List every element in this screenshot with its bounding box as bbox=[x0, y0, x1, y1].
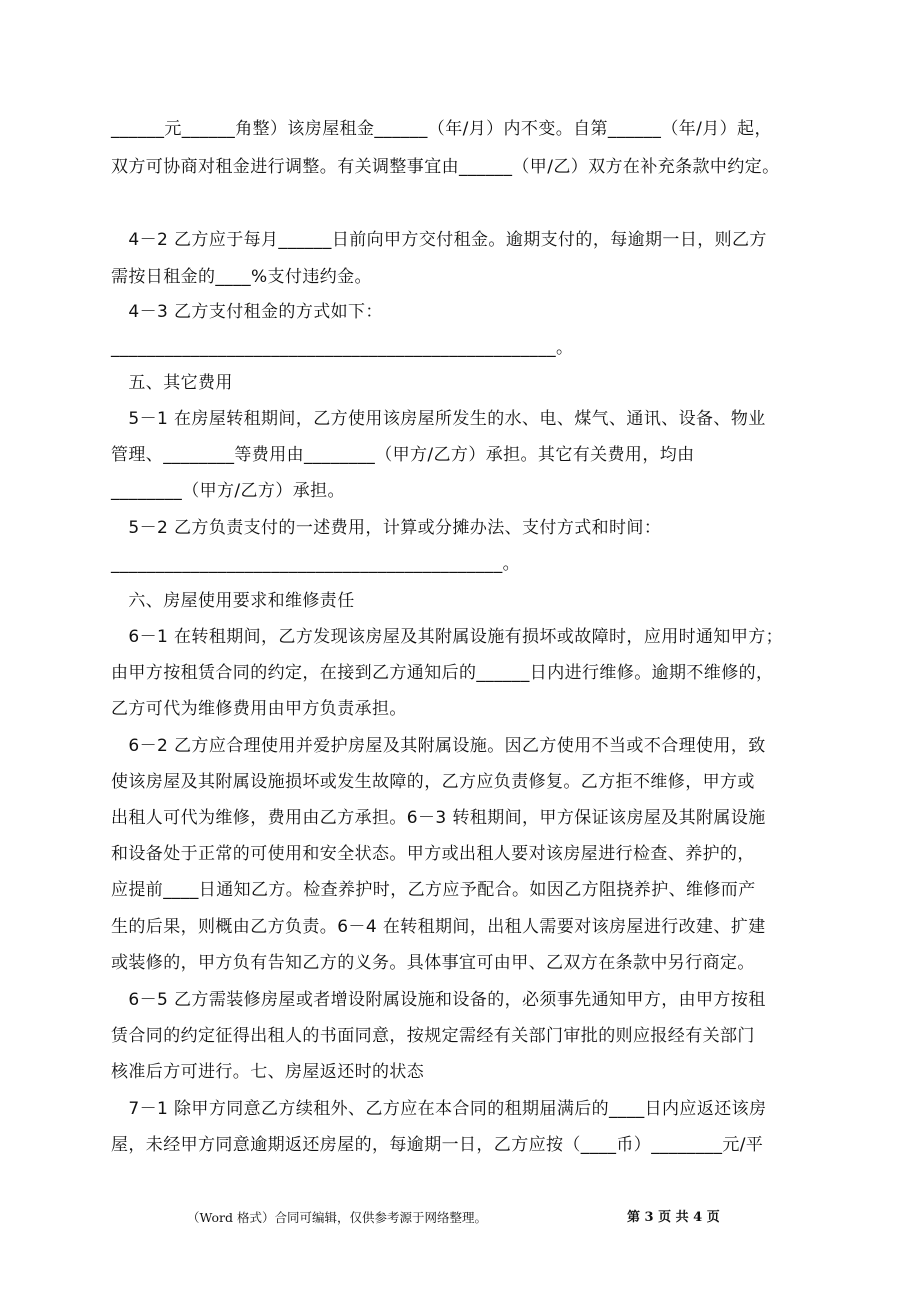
text-line: 出租人可代为维修，费用由乙方承担。6－3 转租期间，甲方保证该房屋及其附属设施 bbox=[111, 808, 766, 828]
text-line: ______元______角整）该房屋租金______（年/月）内不变。自第______（年/月）起， bbox=[111, 119, 772, 139]
text-line: __________________________________________________。 bbox=[111, 338, 574, 358]
text-line: 7－1 除甲方同意乙方续租外、乙方应在本合同的租期届满后的____日内应返还该房 bbox=[111, 1099, 767, 1119]
text-line: 6－2 乙方应合理使用并爱护房屋及其附属设施。因乙方使用不当或不合理使用，致 bbox=[111, 736, 766, 756]
text-line: 4－3 乙方支付租金的方式如下： bbox=[111, 302, 383, 322]
text-line: 管理、________等费用由________（甲方/乙方）承担。其它有关费用，均由 bbox=[111, 445, 695, 465]
footer-note: （Word 格式）合同可编辑，仅供参考源于网络整理。 bbox=[187, 1210, 487, 1225]
text-line: 屋，未经甲方同意逾期返还房屋的，每逾期一日，乙方应按（____币）________元/平 bbox=[111, 1135, 764, 1155]
text-line: 赁合同的约定征得出租人的书面同意，按规定需经有关部门审批的则应报经有关部门 bbox=[111, 1026, 755, 1046]
text-line: 应提前____日通知乙方。检查养护时，乙方应予配合。如因乙方阻挠养护、维修而产 bbox=[111, 880, 756, 900]
text-line: 由甲方按租赁合同的约定，在接到乙方通知后的______日内进行维修。逾期不维修的， bbox=[111, 663, 774, 683]
section-heading: 五、其它费用 bbox=[111, 373, 233, 393]
text-line: ____________________________________________。 bbox=[111, 554, 520, 574]
text-line: 4－2 乙方应于每月______日前向甲方交付租金。逾期支付的，每逾期一日，则乙方 bbox=[111, 230, 767, 250]
text-line: 或装修的，甲方负有告知乙方的义务。具体事宜可由甲、乙双方在条款中另行商定。 bbox=[111, 953, 755, 973]
text-line: 需按日租金的____%支付违约金。 bbox=[111, 267, 372, 287]
text-line: 双方可协商对租金进行调整。有关调整事宜由______（甲/乙）双方在补充条款中约定。 bbox=[111, 157, 780, 177]
text-line: 乙方可代为维修费用由甲方负责承担。 bbox=[111, 699, 407, 719]
text-line: 6－5 乙方需装修房屋或者增设附属设施和设备的，必须事先通知甲方，由甲方按租 bbox=[111, 990, 766, 1010]
text-line: 生的后果，则概由乙方负责。6－4 在转租期间，出租人需要对该房屋进行改建、扩建 bbox=[111, 917, 766, 937]
section-heading: 六、房屋使用要求和维修责任 bbox=[111, 591, 355, 611]
text-line: 5－2 乙方负责支付的一述费用，计算或分摊办法、支付方式和时间： bbox=[111, 518, 662, 538]
page-indicator: 第 3 页 共 4 页 bbox=[627, 1210, 720, 1225]
text-line: 和设备处于正常的可使用和安全状态。甲方或出租人要对该房屋进行检查、养护的， bbox=[111, 844, 755, 864]
text-line: ________（甲方/乙方）承担。 bbox=[111, 481, 345, 501]
text-line: 6－1 在转租期间，乙方发现该房屋及其附属设施有损坏或故障时，应用时通知甲方； bbox=[111, 627, 784, 647]
text-line: 核准后方可进行。七、房屋返还时的状态 bbox=[111, 1062, 425, 1082]
text-line: 使该房屋及其附属设施损坏或发生故障的，乙方应负责修复。乙方拒不维修，甲方或 bbox=[111, 772, 755, 792]
text-line: 5－1 在房屋转租期间，乙方使用该房屋所发生的水、电、煤气、通讯、设备、物业 bbox=[111, 409, 766, 429]
